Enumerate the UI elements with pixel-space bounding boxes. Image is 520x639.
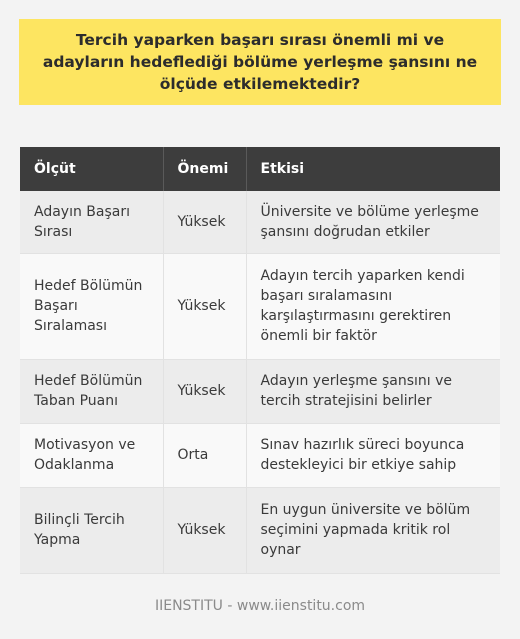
criteria-table — [20, 147, 500, 574]
title-banner — [19, 19, 501, 105]
table-row — [20, 487, 500, 573]
header-criterion: Ölçüt — [20, 147, 163, 191]
page-title: Tercih yaparken başarı sırası önemli mi ve adayların hedeflediği bölüme yerleşme şansını ne ölçüde etkilemektedir? — [42, 31, 478, 93]
table-row — [20, 359, 500, 423]
cell-importance: Yüksek — [163, 191, 246, 253]
header-importance: Önemi — [163, 147, 246, 191]
table-row — [20, 191, 500, 253]
cell-effect: Adayın yerleşme şansını ve tercih stratejisini belirler — [246, 359, 500, 423]
cell-criterion: Motivasyon ve Odaklanma — [20, 423, 163, 487]
cell-effect: Üniversite ve bölüme yerleşme şansını doğrudan etkiler — [246, 191, 500, 253]
cell-importance: Orta — [163, 423, 246, 487]
table-header-row — [20, 147, 500, 191]
footer-credit: IIENSTITU - www.iienstitu.com — [154, 598, 366, 614]
cell-criterion: Hedef Bölümün Taban Puanı — [20, 359, 163, 423]
table-row — [20, 423, 500, 487]
cell-criterion: Adayın Başarı Sırası — [20, 191, 163, 253]
table-row — [20, 253, 500, 359]
cell-importance: Yüksek — [163, 487, 246, 573]
cell-criterion: Hedef Bölümün Başarı Sıralaması — [20, 253, 163, 359]
cell-importance: Yüksek — [163, 359, 246, 423]
cell-importance: Yüksek — [163, 253, 246, 359]
cell-effect: Sınav hazırlık süreci boyunca destekleyici bir etkiye sahip — [246, 423, 500, 487]
cell-criterion: Bilinçli Tercih Yapma — [20, 487, 163, 573]
cell-effect: Adayın tercih yaparken kendi başarı sıralamasını karşılaştırmasını gerektiren önemli bir faktör — [246, 253, 500, 359]
cell-effect: En uygun üniversite ve bölüm seçimini yapmada kritik rol oynar — [246, 487, 500, 573]
header-effect: Etkisi — [260, 161, 304, 177]
